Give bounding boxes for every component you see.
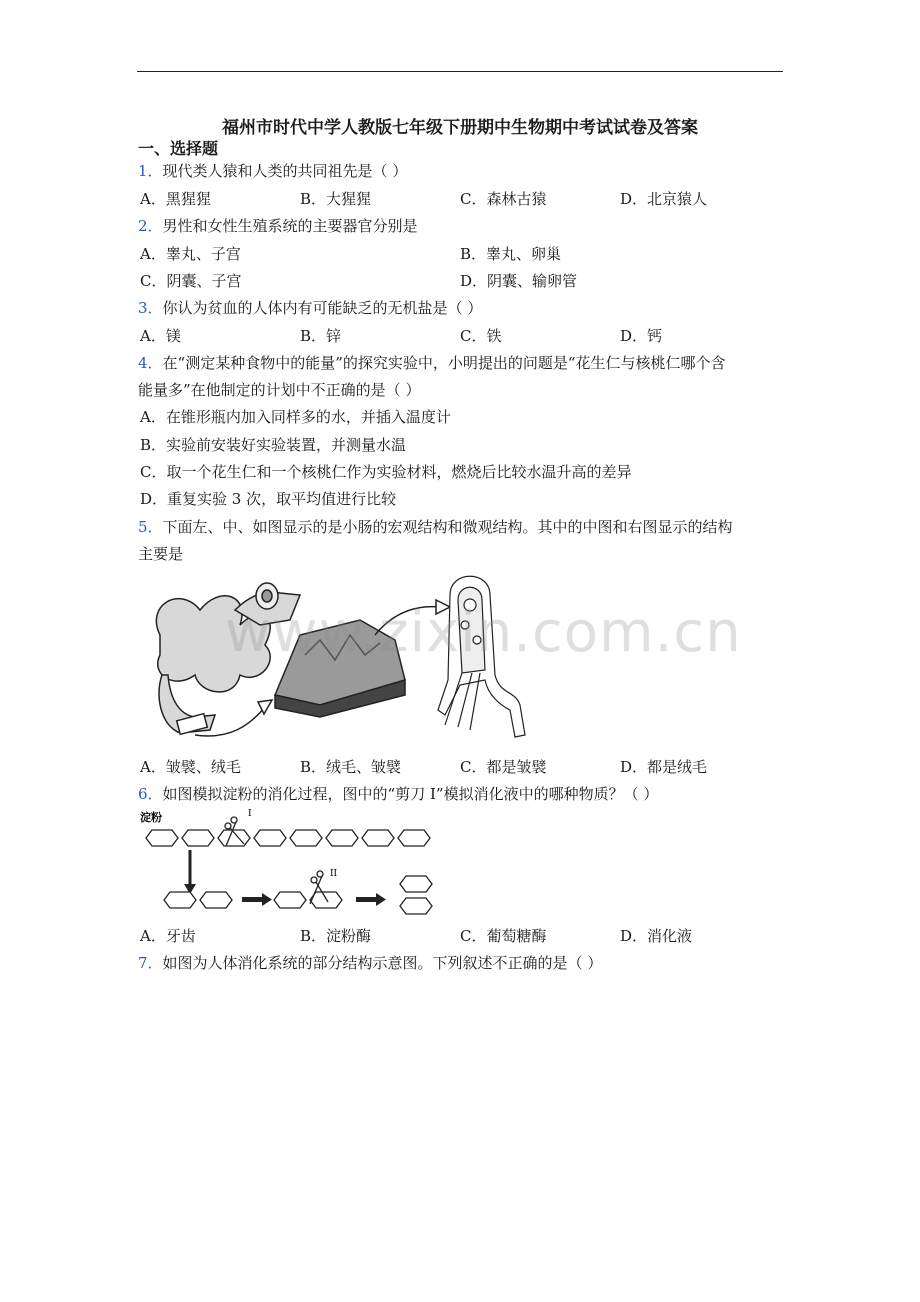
option-c[interactable]: C．都是皱襞 — [460, 758, 547, 776]
glucose-single — [400, 876, 432, 914]
question-number: 5． — [138, 518, 163, 536]
option-c[interactable]: C．取一个花生仁和一个核桃仁作为实验材料，燃烧后比较水温升高的差异 — [140, 463, 632, 481]
question-text: 你认为贫血的人体内有可能缺乏的无机盐是（ ） — [162, 299, 483, 317]
starch-label: 淀粉 — [140, 811, 162, 824]
option-b[interactable]: B．实验前安装好实验装置，并测量水温 — [140, 436, 407, 454]
option-d[interactable]: D．钙 — [620, 327, 663, 345]
option-b[interactable]: B．淀粉酶 — [300, 927, 372, 945]
question-text: 在“测定某种食物中的能量”的探究实验中，小明提出的问题是“花生仁与核桃仁哪个含 — [162, 354, 726, 372]
option-c[interactable]: C．阴囊、子宫 — [140, 272, 242, 290]
question-4-continued: 能量多”在他制定的计划中不正确的是（ ） — [138, 381, 421, 399]
option-c[interactable]: C．铁 — [460, 327, 502, 345]
question-number: 7． — [138, 954, 163, 972]
top-rule — [137, 71, 783, 72]
option-d[interactable]: D．阴囊、输卵管 — [460, 272, 578, 290]
question-1 — [138, 160, 407, 181]
question-number: 4． — [138, 354, 163, 372]
option-b[interactable]: B．锌 — [300, 327, 342, 345]
question-text: 现代类人猿和人类的共同祖先是（ ） — [162, 162, 408, 180]
question-5-continued: 主要是 — [138, 545, 184, 563]
question-number: 3． — [138, 299, 163, 317]
option-a[interactable]: A．在锥形瓶内加入同样多的水，并插入温度计 — [140, 408, 451, 426]
question-4 — [138, 352, 726, 373]
option-b[interactable]: B．睾丸、卵巢 — [460, 245, 562, 263]
question-text: 下面左、中、如图显示的是小肠的宏观结构和微观结构。其中的中图和右图显示的结构 — [162, 518, 733, 536]
question-text: 如图模拟淀粉的消化过程，图中的“剪刀 I”模拟消化液中的哪种物质？（ ） — [162, 785, 659, 803]
question-5 — [138, 516, 733, 537]
option-d[interactable]: D．都是绒毛 — [620, 758, 708, 776]
question-number: 1． — [138, 162, 163, 180]
scissor-1-label: I — [248, 809, 252, 819]
option-b[interactable]: B．绒毛、皱襞 — [300, 758, 402, 776]
option-c[interactable]: C．森林古猿 — [460, 190, 547, 208]
page-title: 福州市时代中学人教版七年级下册期中生物期中考试试卷及答案 — [222, 118, 698, 138]
option-a[interactable]: A．黑猩猩 — [140, 190, 211, 208]
question-number: 6． — [138, 785, 163, 803]
option-a[interactable]: A．牙齿 — [140, 927, 196, 945]
question-number: 2． — [138, 217, 163, 235]
starch-digestion-figure — [138, 806, 438, 918]
option-b[interactable]: B．大猩猩 — [300, 190, 372, 208]
glucose-chain-top — [146, 830, 430, 846]
question-7 — [138, 952, 602, 973]
question-text: 男性和女性生殖系统的主要器官分别是 — [162, 217, 418, 235]
question-2 — [138, 215, 418, 236]
watermark: www.zixin.com.cn — [225, 600, 742, 665]
option-a[interactable]: A．镁 — [140, 327, 181, 345]
question-3 — [138, 297, 482, 318]
scissor-2-label: II — [330, 869, 338, 879]
option-d[interactable]: D．重复实验 3 次，取平均值进行比较 — [140, 490, 397, 508]
option-d[interactable]: D．北京猿人 — [620, 190, 708, 208]
question-6 — [138, 783, 658, 804]
section-heading: 一、选择题 — [138, 139, 219, 158]
option-a[interactable]: A．睾丸、子宫 — [140, 245, 241, 263]
option-c[interactable]: C．葡萄糖酶 — [460, 927, 547, 945]
option-d[interactable]: D．消化液 — [620, 927, 693, 945]
option-a[interactable]: A．皱襞、绒毛 — [140, 758, 241, 776]
question-text: 如图为人体消化系统的部分结构示意图。下列叙述不正确的是（ ） — [162, 954, 603, 972]
